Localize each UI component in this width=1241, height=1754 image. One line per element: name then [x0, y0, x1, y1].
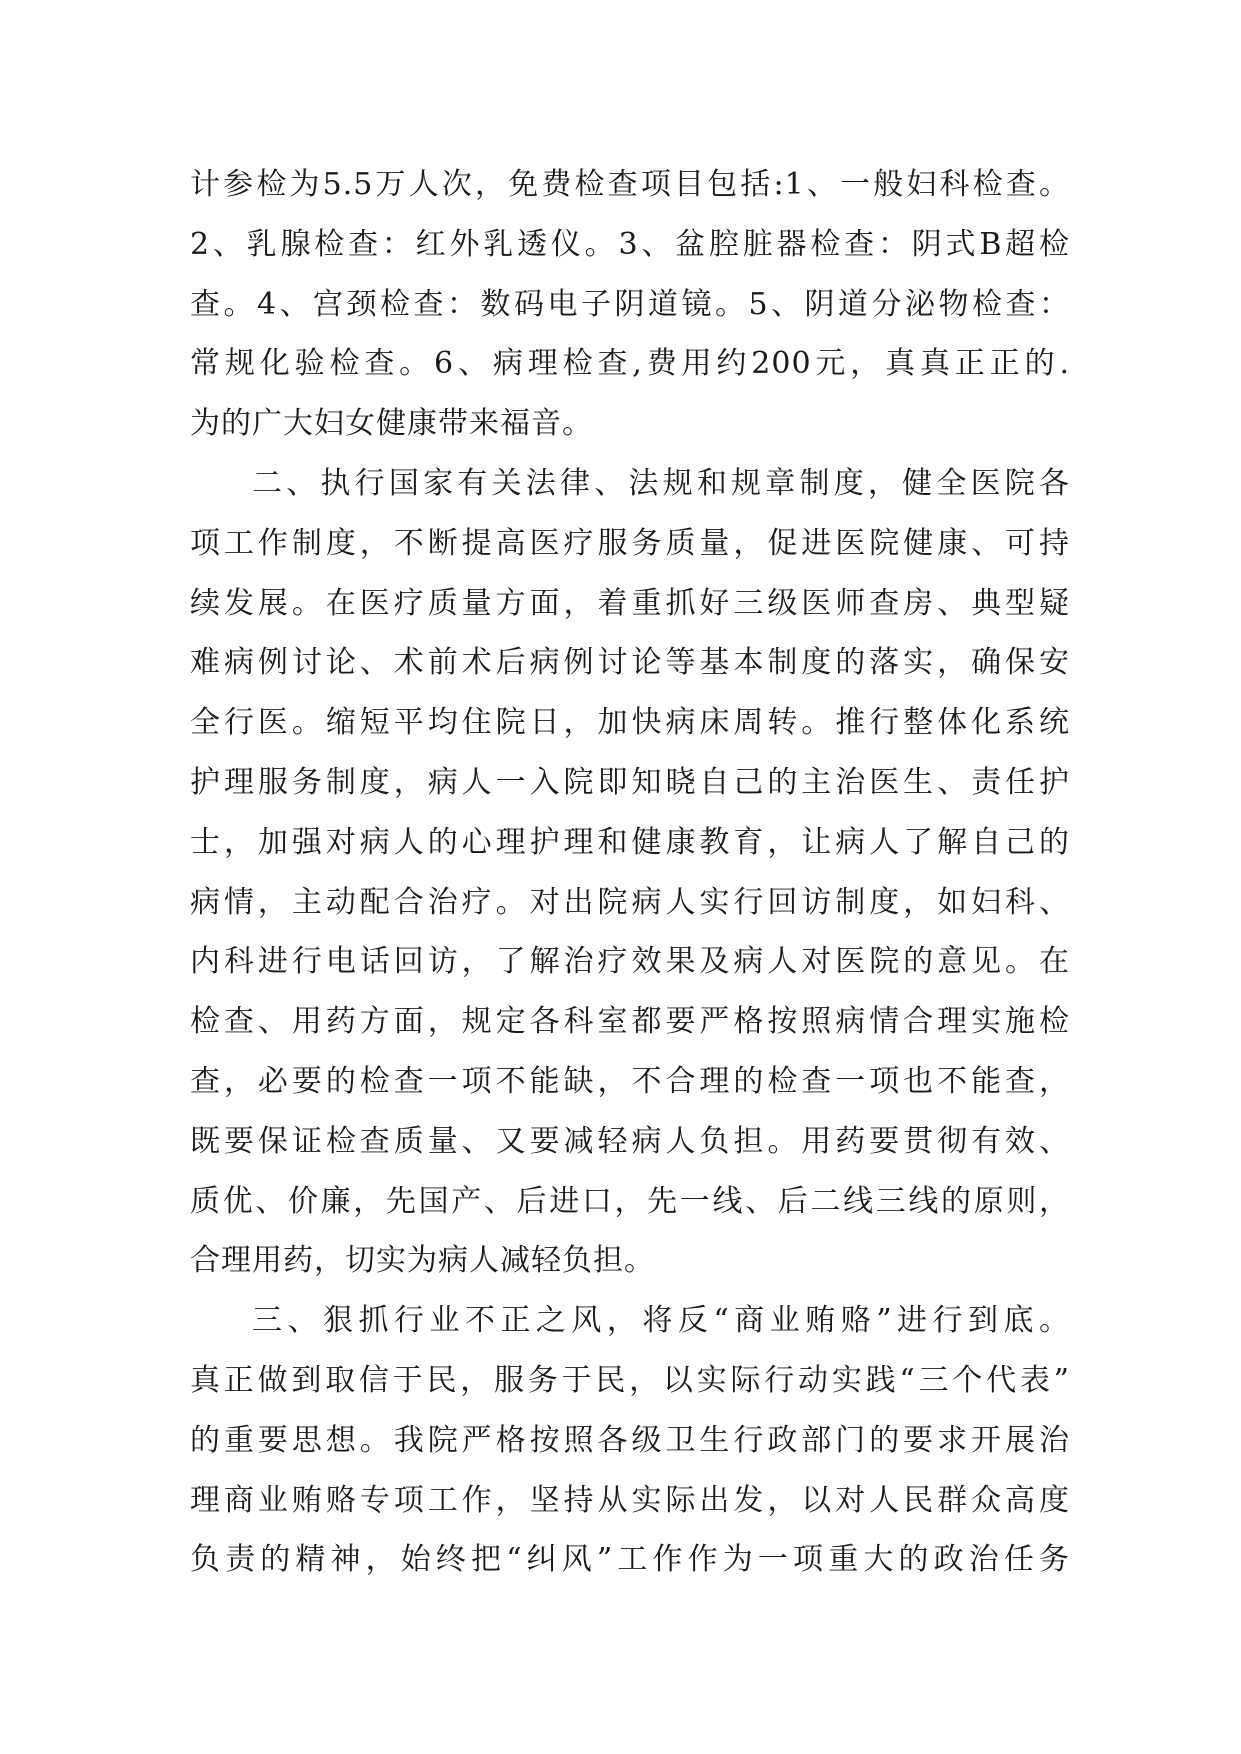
- text-line: 计参检为5.5万人次，免费检查项目包括:1、一般妇科检查。: [190, 167, 1070, 202]
- document-body: [190, 155, 1070, 1590]
- text-line: 合理用药，切实为病人减轻负担。: [190, 1243, 655, 1279]
- text-line: 理商业贿赂专项工作，坚持从实际出发，以对人民群众高度: [190, 1482, 1070, 1518]
- paragraph-intro-continuation: [190, 155, 1070, 454]
- text-line: 的重要思想。我院严格按照各级卫生行政部门的要求开展治: [190, 1422, 1070, 1458]
- text-line: 士，加强对病人的心理护理和健康教育，让病人了解自己的: [190, 824, 1070, 860]
- text-line: 检查、用药方面，规定各科室都要严格按照病情合理实施检: [190, 1004, 1070, 1040]
- text-line: 护理服务制度，病人一入院即知晓自己的主治医生、责任护: [190, 764, 1070, 800]
- text-line: 内科进行电话回访，了解治疗效果及病人对医院的意见。在: [190, 944, 1070, 980]
- paragraph-section-three: [190, 1291, 1070, 1590]
- text-line: 为的广大妇女健康带来福音。: [190, 406, 593, 442]
- text-line: 2、乳腺检查：红外乳透仪。3、盆腔脏器检查：阴式B超检: [190, 226, 1070, 262]
- text-line: 负责的精神，始终把“纠风”工作作为一项重大的政治任务: [190, 1542, 1070, 1578]
- text-line: 病情，主动配合治疗。对出院病人实行回访制度，如妇科、: [190, 884, 1070, 920]
- text-line: 续发展。在医疗质量方面，着重抓好三级医师查房、典型疑: [190, 585, 1070, 621]
- paragraph-section-two: [190, 454, 1070, 1291]
- text-line: 常规化验检查。6、病理检查,费用约200元，真真正正的.: [190, 346, 1070, 382]
- text-line: 查。4、宫颈检查：数码电子阴道镜。5、阴道分泌物检查：: [190, 286, 1070, 322]
- paragraph-first-line: 二、执行国家有关法律、法规和规章制度，健全医院各: [252, 465, 1070, 501]
- paragraph-first-line: 三、狠抓行业不正之风，将反“商业贿赂”进行到底。: [252, 1303, 1070, 1339]
- text-line: 既要保证检查质量、又要减轻病人负担。用药要贯彻有效、: [190, 1123, 1070, 1159]
- text-line: 全行医。缩短平均住院日，加快病床周转。推行整体化系统: [190, 705, 1070, 741]
- text-line: 真正做到取信于民，服务于民，以实际行动实践“三个代表”: [190, 1362, 1070, 1398]
- text-line: 难病例讨论、术前术后病例讨论等基本制度的落实，确保安: [190, 645, 1070, 681]
- text-line: 质优、价廉，先国产、后进口，先一线、后二线三线的原则，: [190, 1183, 1070, 1219]
- text-line: 项工作制度，不断提高医疗服务质量，促进医院健康、可持: [190, 525, 1070, 561]
- text-line: 查，必要的检查一项不能缺，不合理的检查一项也不能查，: [190, 1063, 1070, 1099]
